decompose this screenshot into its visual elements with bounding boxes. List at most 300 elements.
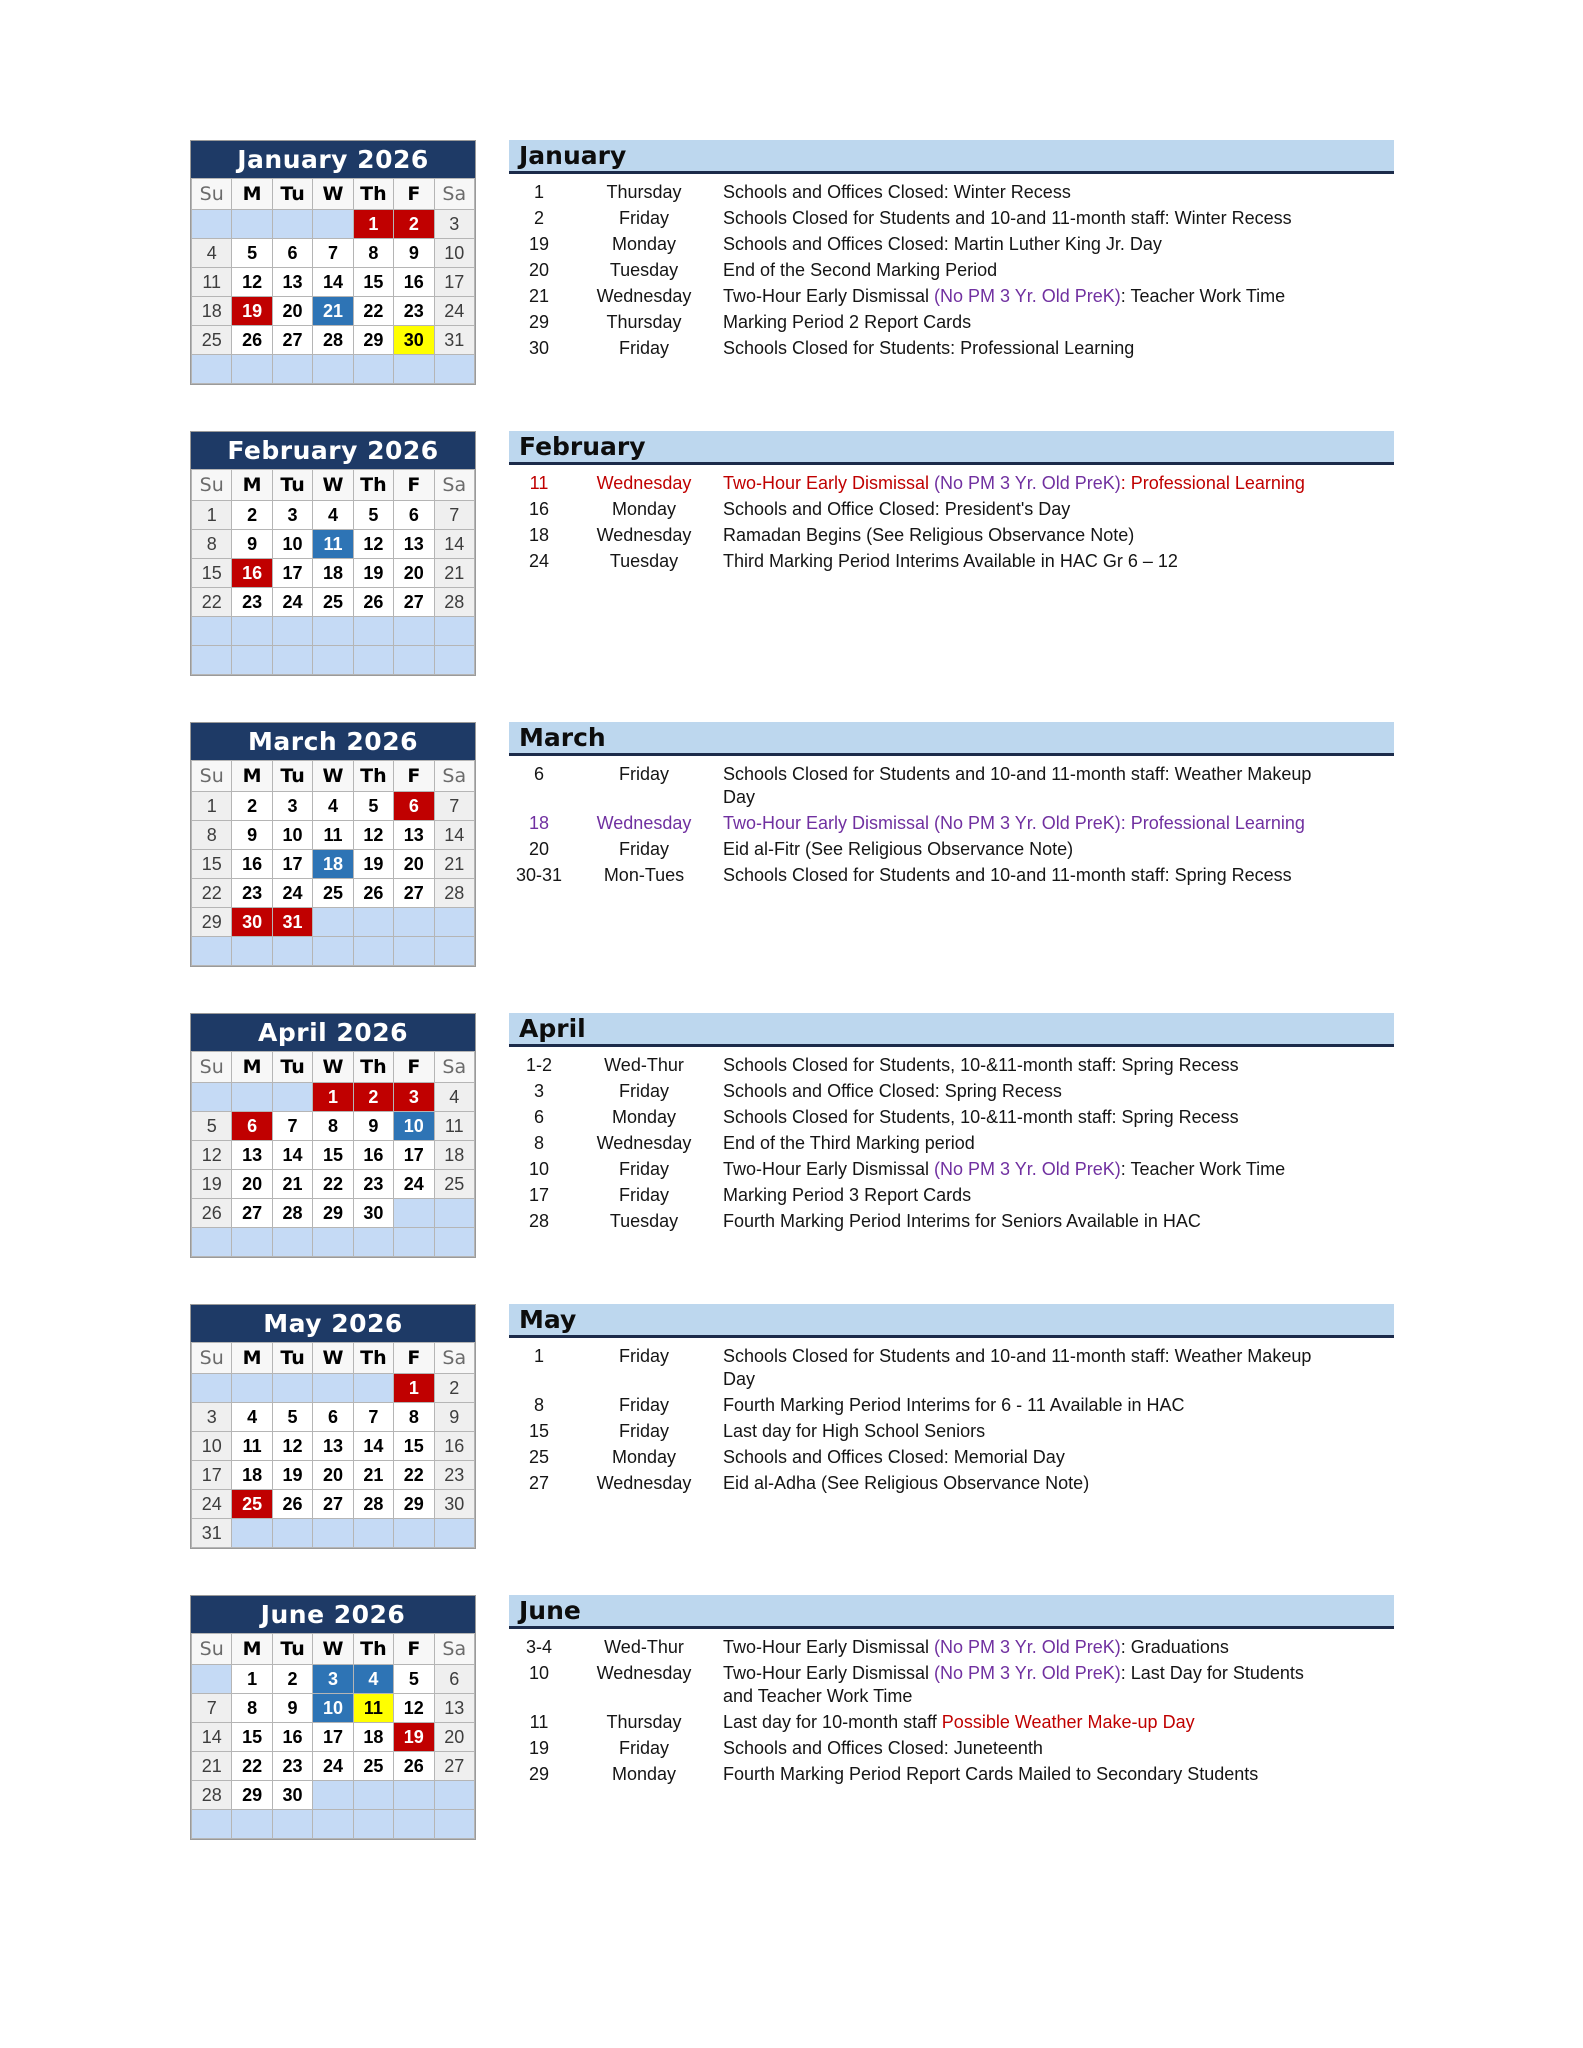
event-description [723, 812, 1335, 835]
day-cell: 12 [192, 1141, 232, 1170]
day-cell: 3 [434, 210, 474, 239]
day-cell: 11 [192, 268, 232, 297]
day-cell: 10 [272, 821, 312, 850]
day-cell: 23 [232, 879, 272, 908]
event-text-segment: Schools and Office Closed: President's Day [723, 499, 1071, 520]
day-cell: 8 [394, 1403, 434, 1432]
event-row [509, 1420, 1394, 1443]
calendar-week-row [192, 792, 475, 821]
event-text-segment: : Teacher Work Time [1120, 286, 1286, 307]
calendar-week-row [192, 1403, 475, 1432]
day-cell: 1 [232, 1665, 272, 1694]
day-cell: 20 [313, 1461, 353, 1490]
day-cell: 23 [353, 1170, 393, 1199]
events-month-header: March [509, 722, 1394, 756]
day-cell: 28 [434, 588, 474, 617]
event-text-segment: Eid al-Fitr (See Religious Observance Note) [723, 839, 1074, 860]
event-description [723, 1184, 1335, 1207]
event-text-segment: Ramadan Begins (See Religious Observance Note) [723, 525, 1135, 546]
empty-day-cell [434, 1199, 474, 1228]
day-cell: 22 [394, 1461, 434, 1490]
empty-day-cell [232, 1810, 272, 1839]
day-cell: 14 [272, 1141, 312, 1170]
day-cell: 10 [434, 239, 474, 268]
calendar-week-row [192, 1781, 475, 1810]
day-cell: 1 [394, 1374, 434, 1403]
event-row [509, 498, 1394, 521]
empty-day-cell [313, 210, 353, 239]
day-cell: 11 [434, 1112, 474, 1141]
day-cell: 14 [353, 1432, 393, 1461]
event-row [509, 472, 1394, 495]
empty-day-cell [232, 937, 272, 966]
calendar-week-row [192, 1461, 475, 1490]
empty-day-cell [192, 1374, 232, 1403]
mini-calendar [190, 1304, 476, 1549]
day-cell: 26 [272, 1490, 312, 1519]
day-cell: 29 [353, 326, 393, 355]
event-description [723, 472, 1335, 495]
event-day: Friday [618, 764, 669, 784]
calendar-page-content [190, 140, 1394, 1886]
day-cell: 7 [272, 1112, 312, 1141]
empty-day-cell [272, 937, 312, 966]
day-cell: 17 [272, 850, 312, 879]
day-cell: 26 [192, 1199, 232, 1228]
day-of-week-header: M [232, 1052, 272, 1083]
event-text-segment: Schools Closed for Students, 10-&11-month staff: Spring Recess [723, 1107, 1239, 1128]
day-cell: 5 [394, 1665, 434, 1694]
calendar-grid [191, 178, 475, 384]
event-date: 16 [528, 499, 550, 520]
empty-day-cell [353, 1781, 393, 1810]
empty-day-cell [192, 646, 232, 675]
events-list [509, 756, 1394, 887]
event-row [509, 1184, 1394, 1207]
day-of-week-header: Th [353, 1634, 393, 1665]
event-date: 1-2 [525, 1055, 552, 1075]
events-list [509, 174, 1394, 360]
calendar-week-row [192, 937, 475, 966]
day-cell: 24 [394, 1170, 434, 1199]
day-cell: 10 [192, 1432, 232, 1461]
event-text-segment: (No PM 3 Yr. Old PreK) [934, 1637, 1121, 1657]
day-cell: 19 [192, 1170, 232, 1199]
event-day: Friday [618, 1185, 669, 1206]
empty-day-cell [192, 937, 232, 966]
event-description [723, 1662, 1335, 1708]
day-of-week-header: F [394, 1052, 434, 1083]
day-of-week-header: Tu [272, 179, 312, 210]
event-row [509, 864, 1394, 887]
mini-calendar [190, 140, 476, 385]
event-row [509, 259, 1394, 282]
event-day: Wednesday [596, 1133, 692, 1154]
calendar-week-row [192, 326, 475, 355]
day-cell: 6 [232, 1112, 272, 1141]
day-cell: 8 [232, 1694, 272, 1723]
event-day: Thursday [606, 1712, 682, 1733]
day-cell: 16 [232, 559, 272, 588]
day-cell: 29 [232, 1781, 272, 1810]
day-of-week-header: Th [353, 470, 393, 501]
day-of-week-header: Tu [272, 1052, 312, 1083]
event-description [723, 1345, 1335, 1391]
calendar-week-row [192, 239, 475, 268]
empty-day-cell [232, 1519, 272, 1548]
event-text-segment: (No PM 3 Yr. Old PreK) [934, 1663, 1121, 1684]
event-date: 29 [528, 1764, 550, 1785]
day-of-week-header: M [232, 1634, 272, 1665]
empty-day-cell [394, 646, 434, 675]
event-date: 3 [533, 1081, 544, 1102]
empty-day-cell [394, 1519, 434, 1548]
day-cell: 7 [313, 239, 353, 268]
day-cell: 2 [434, 1374, 474, 1403]
day-cell: 7 [434, 501, 474, 530]
day-cell: 9 [232, 821, 272, 850]
calendar-week-row [192, 355, 475, 384]
event-date: 28 [528, 1211, 550, 1232]
events-month-header: January [509, 140, 1394, 174]
day-cell: 22 [353, 297, 393, 326]
event-row [509, 1636, 1394, 1659]
event-row [509, 337, 1394, 360]
empty-day-cell [192, 1665, 232, 1694]
day-cell: 7 [353, 1403, 393, 1432]
day-cell: 14 [434, 821, 474, 850]
event-text-segment: (No PM 3 Yr. Old PreK) [934, 1159, 1121, 1180]
event-date: 8 [533, 1395, 544, 1416]
event-date: 2 [533, 208, 544, 229]
day-cell: 9 [394, 239, 434, 268]
day-cell: 24 [272, 588, 312, 617]
day-cell: 7 [192, 1694, 232, 1723]
event-text-segment: Schools Closed for Students, 10-&11-month staff: Spring Recess [723, 1055, 1239, 1075]
day-cell: 16 [394, 268, 434, 297]
day-cell: 5 [272, 1403, 312, 1432]
event-date: 24 [528, 551, 550, 572]
event-row [509, 1210, 1394, 1233]
event-day: Friday [618, 1738, 669, 1759]
day-cell: 18 [313, 850, 353, 879]
event-day: Friday [618, 1346, 669, 1366]
event-text-segment: Eid al-Adha (See Religious Observance Note) [723, 1473, 1090, 1494]
event-row [509, 1737, 1394, 1760]
day-cell: 14 [192, 1723, 232, 1752]
event-description [723, 1158, 1335, 1181]
events-panel [509, 1304, 1394, 1498]
event-text-segment: : Graduations [1120, 1637, 1229, 1657]
event-row [509, 550, 1394, 573]
event-description [723, 550, 1335, 573]
calendar-week-row [192, 297, 475, 326]
day-cell: 23 [272, 1752, 312, 1781]
empty-day-cell [232, 355, 272, 384]
event-row [509, 181, 1394, 204]
day-of-week-header: Th [353, 179, 393, 210]
empty-day-cell [394, 617, 434, 646]
empty-day-cell [313, 1228, 353, 1257]
calendar-month-title: June 2026 [191, 1596, 475, 1633]
event-date: 29 [528, 312, 550, 333]
calendar-week-row [192, 559, 475, 588]
day-cell: 25 [192, 326, 232, 355]
day-cell: 15 [192, 850, 232, 879]
calendar-week-row [192, 1490, 475, 1519]
event-date: 19 [528, 1738, 550, 1759]
event-row [509, 1711, 1394, 1734]
empty-day-cell [192, 1228, 232, 1257]
day-cell: 13 [394, 821, 434, 850]
calendar-week-row [192, 617, 475, 646]
day-cell: 1 [192, 501, 232, 530]
calendar-week-row [192, 1199, 475, 1228]
day-cell: 24 [192, 1490, 232, 1519]
event-description [723, 524, 1335, 547]
day-cell: 27 [313, 1490, 353, 1519]
day-cell: 1 [192, 792, 232, 821]
day-cell: 10 [272, 530, 312, 559]
empty-day-cell [394, 1228, 434, 1257]
event-row [509, 1158, 1394, 1181]
event-date: 17 [528, 1185, 550, 1206]
day-cell: 28 [353, 1490, 393, 1519]
empty-day-cell [394, 1810, 434, 1839]
day-cell: 4 [434, 1083, 474, 1112]
calendar-month-title: February 2026 [191, 432, 475, 469]
calendar-month-title: April 2026 [191, 1014, 475, 1051]
calendar-week-row [192, 1665, 475, 1694]
event-day: Tuesday [609, 1211, 679, 1232]
day-of-week-header: F [394, 1343, 434, 1374]
event-day: Friday [618, 338, 669, 359]
day-cell: 16 [232, 850, 272, 879]
empty-day-cell [434, 937, 474, 966]
day-cell: 3 [272, 792, 312, 821]
day-of-week-header: Su [192, 1343, 232, 1374]
day-of-week-header: Sa [434, 761, 474, 792]
event-text-segment: Marking Period 3 Report Cards [723, 1185, 972, 1206]
day-cell: 20 [394, 850, 434, 879]
day-of-week-header: Sa [434, 1052, 474, 1083]
event-description [723, 311, 1335, 334]
day-cell: 11 [313, 821, 353, 850]
calendar-week-row [192, 1228, 475, 1257]
day-cell: 1 [313, 1083, 353, 1112]
event-text-segment: : Professional Learning [1120, 473, 1305, 493]
month-section [190, 431, 1394, 676]
empty-day-cell [434, 908, 474, 937]
day-cell: 18 [313, 559, 353, 588]
day-of-week-row [192, 761, 475, 792]
day-cell: 24 [434, 297, 474, 326]
empty-day-cell [313, 617, 353, 646]
event-text-segment: Schools Closed for Students: Professional Learning [723, 338, 1135, 359]
events-list [509, 1629, 1394, 1786]
event-date: 30-31 [515, 865, 563, 886]
calendar-week-row [192, 588, 475, 617]
events-month-header: June [509, 1595, 1394, 1629]
day-cell: 10 [313, 1694, 353, 1723]
event-text-segment: Two-Hour Early Dismissal [723, 1637, 935, 1657]
event-text-segment: Schools Closed for Students and 10-and 11-month staff: Winter Recess [723, 208, 1292, 229]
empty-day-cell [313, 937, 353, 966]
calendar-week-row [192, 1141, 475, 1170]
event-row [509, 285, 1394, 308]
day-cell: 6 [272, 239, 312, 268]
empty-day-cell [434, 1781, 474, 1810]
mini-calendar [190, 1013, 476, 1258]
day-cell: 13 [232, 1141, 272, 1170]
event-text-segment: Two-Hour Early Dismissal [723, 473, 935, 493]
event-description [723, 1420, 1335, 1443]
day-cell: 16 [353, 1141, 393, 1170]
day-cell: 17 [313, 1723, 353, 1752]
day-of-week-header: Sa [434, 179, 474, 210]
event-description [723, 763, 1335, 809]
day-cell: 30 [353, 1199, 393, 1228]
day-cell: 22 [192, 588, 232, 617]
empty-day-cell [434, 355, 474, 384]
event-day: Thursday [606, 182, 682, 202]
calendar-grid [191, 1633, 475, 1839]
day-cell: 18 [353, 1723, 393, 1752]
event-date: 30 [528, 338, 550, 359]
day-of-week-row [192, 1052, 475, 1083]
event-day: Friday [618, 1159, 669, 1180]
day-of-week-header: Sa [434, 1634, 474, 1665]
event-description [723, 285, 1335, 308]
event-description [723, 1446, 1335, 1469]
event-day: Wed-Thur [604, 1637, 684, 1657]
day-cell: 12 [353, 530, 393, 559]
calendar-week-row [192, 268, 475, 297]
day-cell: 2 [232, 792, 272, 821]
day-cell: 3 [192, 1403, 232, 1432]
empty-day-cell [232, 1083, 272, 1112]
day-of-week-header: W [313, 1634, 353, 1665]
day-of-week-header: W [313, 1343, 353, 1374]
day-cell: 24 [272, 879, 312, 908]
calendar-week-row [192, 1083, 475, 1112]
mini-calendar [190, 1595, 476, 1840]
event-row [509, 1472, 1394, 1495]
day-cell: 24 [313, 1752, 353, 1781]
event-text-segment: Third Marking Period Interims Available in HAC Gr 6 – 12 [723, 551, 1178, 572]
empty-day-cell [394, 1781, 434, 1810]
event-description [723, 498, 1335, 521]
event-date: 20 [528, 260, 550, 281]
day-cell: 26 [232, 326, 272, 355]
event-row [509, 812, 1394, 835]
event-text-segment: (No PM 3 Yr. Old PreK) [934, 473, 1121, 493]
day-cell: 27 [394, 879, 434, 908]
day-cell: 3 [272, 501, 312, 530]
day-of-week-header: Sa [434, 470, 474, 501]
empty-day-cell [434, 646, 474, 675]
event-text-segment: End of the Second Marking Period [723, 260, 998, 281]
event-date: 1 [533, 1346, 544, 1366]
day-cell: 5 [353, 792, 393, 821]
day-of-week-row [192, 1634, 475, 1665]
event-description [723, 1737, 1335, 1760]
day-cell: 23 [232, 588, 272, 617]
event-text-segment: Two-Hour Early Dismissal [723, 1159, 935, 1180]
empty-day-cell [394, 1199, 434, 1228]
calendar-week-row [192, 1112, 475, 1141]
events-panel [509, 1013, 1394, 1236]
day-cell: 15 [353, 268, 393, 297]
day-cell: 18 [232, 1461, 272, 1490]
empty-day-cell [353, 1228, 393, 1257]
event-date: 15 [528, 1421, 550, 1442]
event-row [509, 1106, 1394, 1129]
day-cell: 20 [434, 1723, 474, 1752]
day-cell: 11 [353, 1694, 393, 1723]
event-day: Thursday [606, 312, 682, 333]
event-date: 18 [528, 813, 550, 834]
event-description [723, 838, 1335, 861]
day-cell: 4 [313, 792, 353, 821]
day-cell: 19 [353, 850, 393, 879]
day-of-week-row [192, 470, 475, 501]
day-of-week-header: Sa [434, 1343, 474, 1374]
day-cell: 12 [353, 821, 393, 850]
day-cell: 12 [232, 268, 272, 297]
day-cell: 17 [394, 1141, 434, 1170]
event-date: 1 [533, 182, 544, 202]
day-cell: 8 [192, 821, 232, 850]
empty-day-cell [434, 1228, 474, 1257]
event-text-segment: Marking Period 2 Report Cards [723, 312, 972, 333]
event-row [509, 1394, 1394, 1417]
events-month-header: April [509, 1013, 1394, 1047]
event-row [509, 1054, 1394, 1077]
events-list [509, 465, 1394, 573]
event-row [509, 233, 1394, 256]
empty-day-cell [313, 908, 353, 937]
day-of-week-header: F [394, 1634, 434, 1665]
day-cell: 7 [434, 792, 474, 821]
day-cell: 13 [313, 1432, 353, 1461]
day-cell: 25 [313, 879, 353, 908]
calendar-week-row [192, 1432, 475, 1461]
day-cell: 31 [434, 326, 474, 355]
month-section [190, 1013, 1394, 1258]
day-cell: 2 [353, 1083, 393, 1112]
event-text-segment: Schools Closed for Students and 10-and 11-month staff: Weather Makeup Day [723, 1346, 1312, 1390]
day-cell: 25 [232, 1490, 272, 1519]
event-day: Wednesday [596, 813, 692, 834]
event-date: 11 [529, 473, 549, 493]
empty-day-cell [353, 1810, 393, 1839]
day-cell: 13 [272, 268, 312, 297]
empty-day-cell [192, 1083, 232, 1112]
event-day: Tuesday [609, 551, 679, 572]
calendar-week-row [192, 1519, 475, 1548]
day-cell: 20 [394, 559, 434, 588]
event-date: 27 [528, 1473, 550, 1494]
empty-day-cell [272, 355, 312, 384]
events-month-header: May [509, 1304, 1394, 1338]
day-cell: 9 [232, 530, 272, 559]
day-cell: 12 [394, 1694, 434, 1723]
event-day: Wednesday [596, 525, 692, 546]
day-cell: 3 [394, 1083, 434, 1112]
mini-calendar [190, 722, 476, 967]
day-cell: 29 [394, 1490, 434, 1519]
